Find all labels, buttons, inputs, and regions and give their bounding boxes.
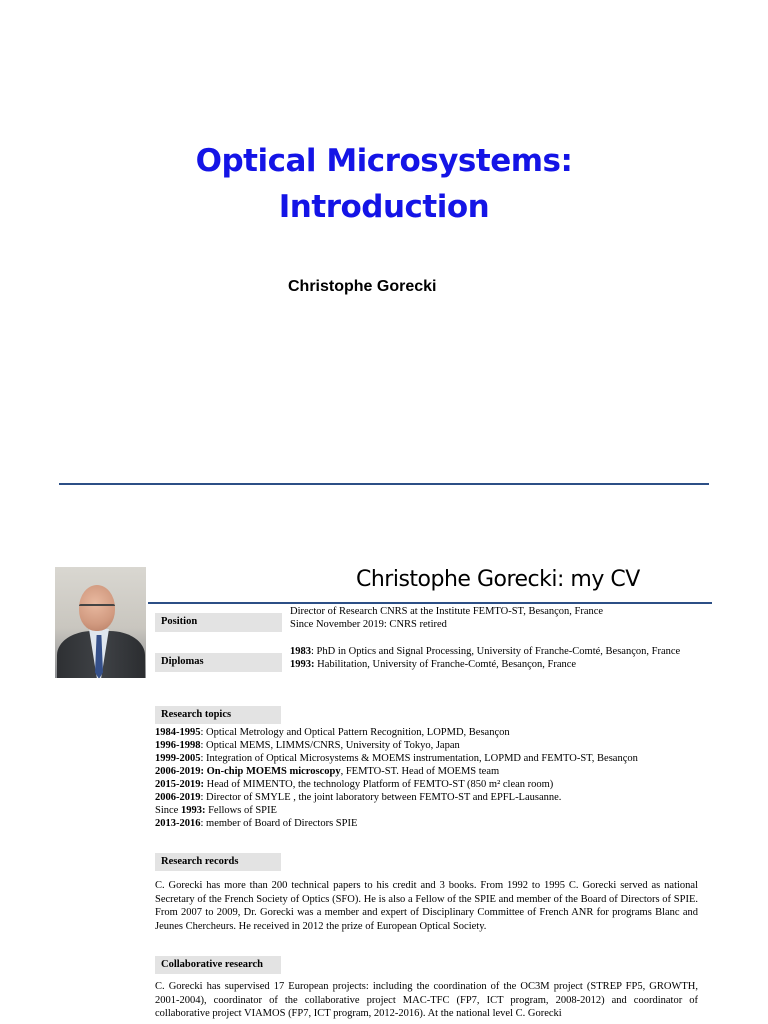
slide-title-line2: Introduction [278, 189, 490, 225]
research-topic-item: 1999-2005: Integration of Optical Microsystems & MOEMS instrumentation, LOPMD and FEMTO-ST, Besançon [155, 753, 638, 764]
research-topic-item: 2006-2019: On-chip MOEMS microscopy, FEMTO-ST. Head of MOEMS team [155, 766, 500, 777]
research-records-label: Research records [155, 853, 281, 871]
author-name: Christophe Gorecki [288, 278, 437, 295]
position-label: Position [155, 613, 282, 632]
diplomas-label: Diplomas [155, 653, 282, 672]
diplomas-field [290, 645, 698, 671]
collaborative-research-label: Collaborative research [155, 956, 281, 974]
position-line: Director of Research CNRS at the Institute FEMTO-ST, Besançon, France [290, 606, 604, 617]
research-topic-item: 1984-1995: Optical Metrology and Optical Pattern Recognition, LOPMD, Besançon [155, 727, 510, 738]
diploma-item: 1993: Habilitation, University of Franche-Comté, Besançon, France [290, 659, 577, 670]
portrait-glasses [79, 604, 115, 610]
slide-divider [59, 483, 709, 485]
portrait-photo [55, 567, 146, 678]
research-topics-list [155, 726, 698, 830]
research-topic-item: 2013-2016: member of Board of Directors SPIE [155, 818, 358, 829]
cv-rule [148, 602, 712, 604]
research-topic-item: Since 1993: Fellows of SPIE [155, 805, 277, 816]
position-line: Since November 2019: CNRS retired [290, 619, 447, 630]
research-records-text: C. Gorecki has more than 200 technical papers to his credit and 3 books. From 1992 to 1995 C. Gorecki served as national Secretary of the French Society of Optics (SFO). He is also a Fellow of the SPIE and member of the Board of Directors of SPIE. From 2007 to 2009, Dr. Gorecki was a member and expert of Disciplinary Committee of French ANR for programs Blanc and Jeunes Chercheurs. He received in 2012 the prize of European Optical Society. [155, 880, 698, 932]
research-topic-item: 1996-1998: Optical MEMS, LIMMS/CNRS, University of Tokyo, Japan [155, 740, 460, 751]
diploma-item: 1983: PhD in Optics and Signal Processing, University of Franche-Comté, Besançon, France [290, 646, 681, 657]
collaborative-research-text: C. Gorecki has supervised 17 European projects: including the coordination of the OC3M project (STREP FP5, GROWTH, 2001-2004), coordinator of the collaborative project MAC-TFC (FP7, ICT program, 2008-2012) and coordinator of collaborative project VIAMOS (FP7, ICT program, 2012-2016). At the national level C. Gorecki [155, 981, 698, 1020]
cv-heading: Christophe Gorecki: my CV [356, 567, 640, 592]
slide-title [0, 138, 768, 230]
slide-title-line1: Optical Microsystems: [195, 143, 573, 179]
research-topics-label: Research topics [155, 706, 281, 724]
research-topic-item: 2006-2019: Director of SMYLE , the joint laboratory between FEMTO-ST and EPFL-Lausanne. [155, 792, 562, 803]
research-topic-item: 2015-2019: Head of MIMENTO, the technology Platform of FEMTO-ST (850 m² clean room) [155, 779, 554, 790]
position-field [290, 605, 700, 631]
